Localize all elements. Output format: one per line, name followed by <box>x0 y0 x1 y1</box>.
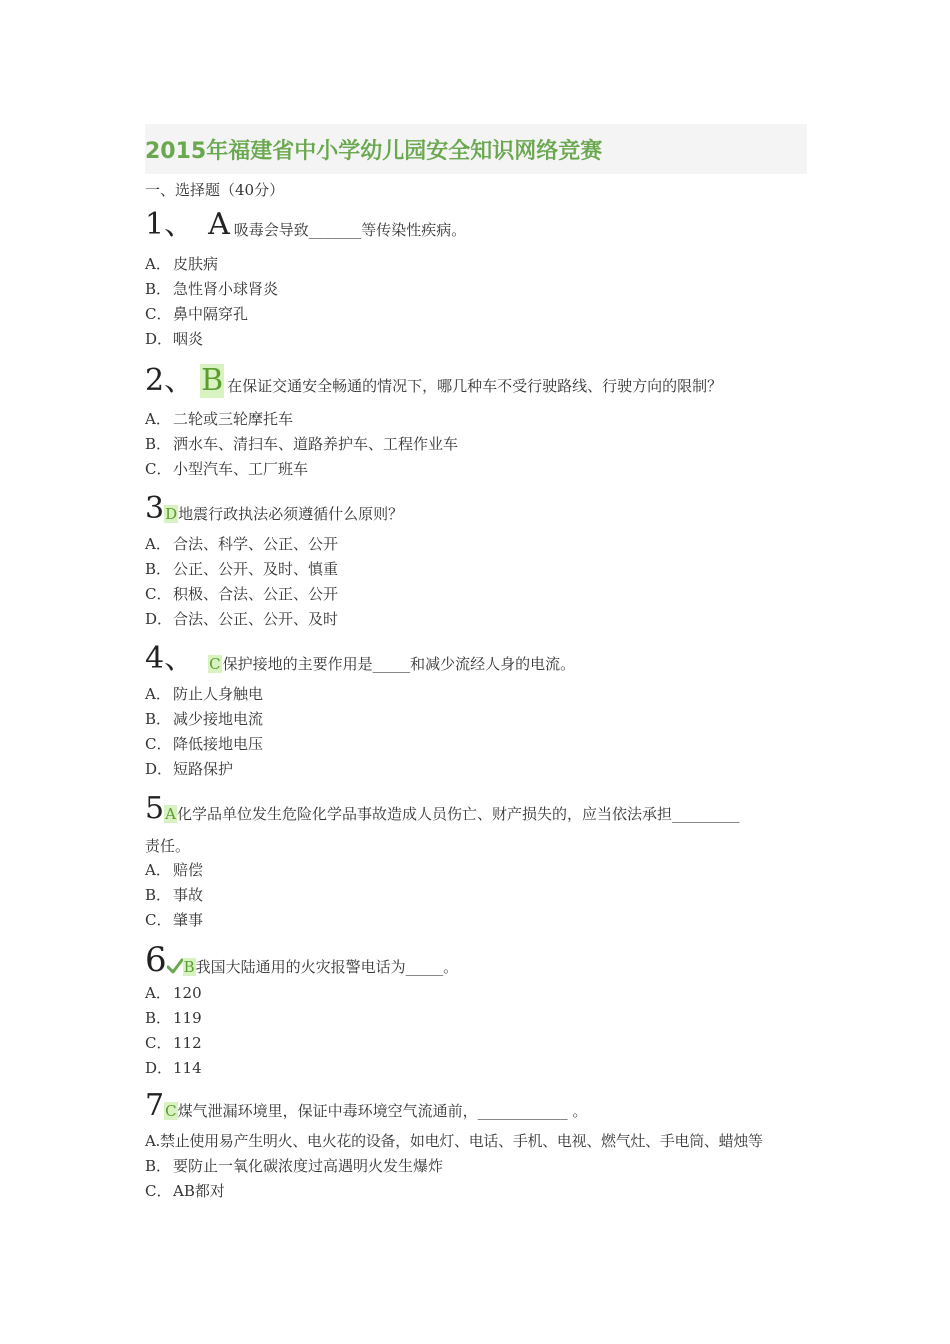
option: A． 合法、科学、公正、公开 <box>145 535 339 553</box>
question-6 <box>145 939 807 1081</box>
answer-mark: C <box>209 655 221 673</box>
option: D．114 <box>145 1059 202 1077</box>
question-text: 我国大陆通用的火灾报警电话为_____。 <box>195 958 459 976</box>
option: B． 公正、公开、及时、慎重 <box>145 560 339 578</box>
option: C． 112 <box>145 1034 202 1052</box>
option: B． 急性肾小球肾炎 <box>145 280 279 298</box>
answer-mark: B <box>201 363 224 398</box>
question-7 <box>145 1087 807 1204</box>
question-number: 4 <box>145 641 165 676</box>
question-number: 7 <box>145 1088 165 1123</box>
question-4 <box>145 640 807 782</box>
question-text: 在保证交通安全畅通的情况下，哪几种车不受行驶路线、行驶方向的限制？ <box>227 377 723 395</box>
option: B． 洒水车、清扫车、道路养护车、工程作业车 <box>145 435 459 453</box>
checkmark-icon <box>167 957 183 975</box>
question-text: 保护接地的主要作用是_____和减少流经人身的电流。 <box>222 655 576 673</box>
option: D．合法、公正、公开、及时 <box>145 610 339 628</box>
question-text: 吸毒会导致_______等传染性疾病。 <box>233 221 467 239</box>
question-text: 煤气泄漏环境里，保证中毒环境空气流通前，____________ 。 <box>177 1102 588 1120</box>
option: A． 防止人身触电 <box>145 685 264 703</box>
answer-mark: D <box>165 505 178 523</box>
option: C． AB都对 <box>145 1182 225 1200</box>
option: B． 119 <box>145 1009 202 1027</box>
option: C． 降低接地电压 <box>145 735 264 753</box>
question-separator: 、 <box>164 641 195 676</box>
option: D．咽炎 <box>145 330 204 348</box>
question-2 <box>145 360 807 482</box>
document-page <box>145 124 807 1204</box>
option: A． 赔偿 <box>145 861 204 879</box>
question-1 <box>145 204 807 352</box>
question-text-continued: 责任。 <box>145 837 191 855</box>
question-number: 5 <box>145 791 165 826</box>
question-number: 3 <box>145 491 165 526</box>
question-number: 2 <box>145 363 165 398</box>
answer-mark: B <box>183 958 195 976</box>
question-separator: 、 <box>164 207 195 242</box>
option: B． 减少接地电流 <box>145 710 264 728</box>
question-number: 1 <box>145 207 165 242</box>
question-text: 化学品单位发生危险化学品事故造成人员伤亡、财产损失的，应当依法承担_________ <box>176 805 740 823</box>
answer-mark: A <box>165 805 176 823</box>
option: A． 二轮或三轮摩托车 <box>145 410 294 428</box>
section-heading: 一、选择题（40分） <box>145 181 285 199</box>
option: A． 皮肤病 <box>145 255 219 273</box>
question-separator: 、 <box>164 363 195 398</box>
option: D．短路保护 <box>145 760 234 778</box>
option: C． 鼻中隔穿孔 <box>145 305 249 323</box>
option: A.禁止使用易产生明火、电火花的设备，如电灯、电话、手机、电视、燃气灶、手电筒、蜡烛等 <box>145 1132 763 1150</box>
title-bar <box>145 124 807 174</box>
option: B． 事故 <box>145 886 204 904</box>
page-title: 2015年福建省中小学幼儿园安全知识网络竞赛 <box>145 138 603 164</box>
option: C． 积极、合法、公正、公开 <box>145 585 339 603</box>
question-number: 6 <box>145 940 167 980</box>
option: A． 120 <box>145 984 202 1002</box>
answer-mark: A <box>208 207 230 242</box>
option: C． 小型汽车、工厂班车 <box>145 460 309 478</box>
question-text: 地震行政执法必须遵循什么原则？ <box>178 505 404 523</box>
answer-mark: C <box>165 1102 177 1120</box>
option: B． 要防止一氧化碳浓度过高遇明火发生爆炸 <box>145 1157 444 1175</box>
option: C． 肇事 <box>145 911 204 929</box>
question-5 <box>145 790 807 933</box>
question-3 <box>145 490 807 632</box>
